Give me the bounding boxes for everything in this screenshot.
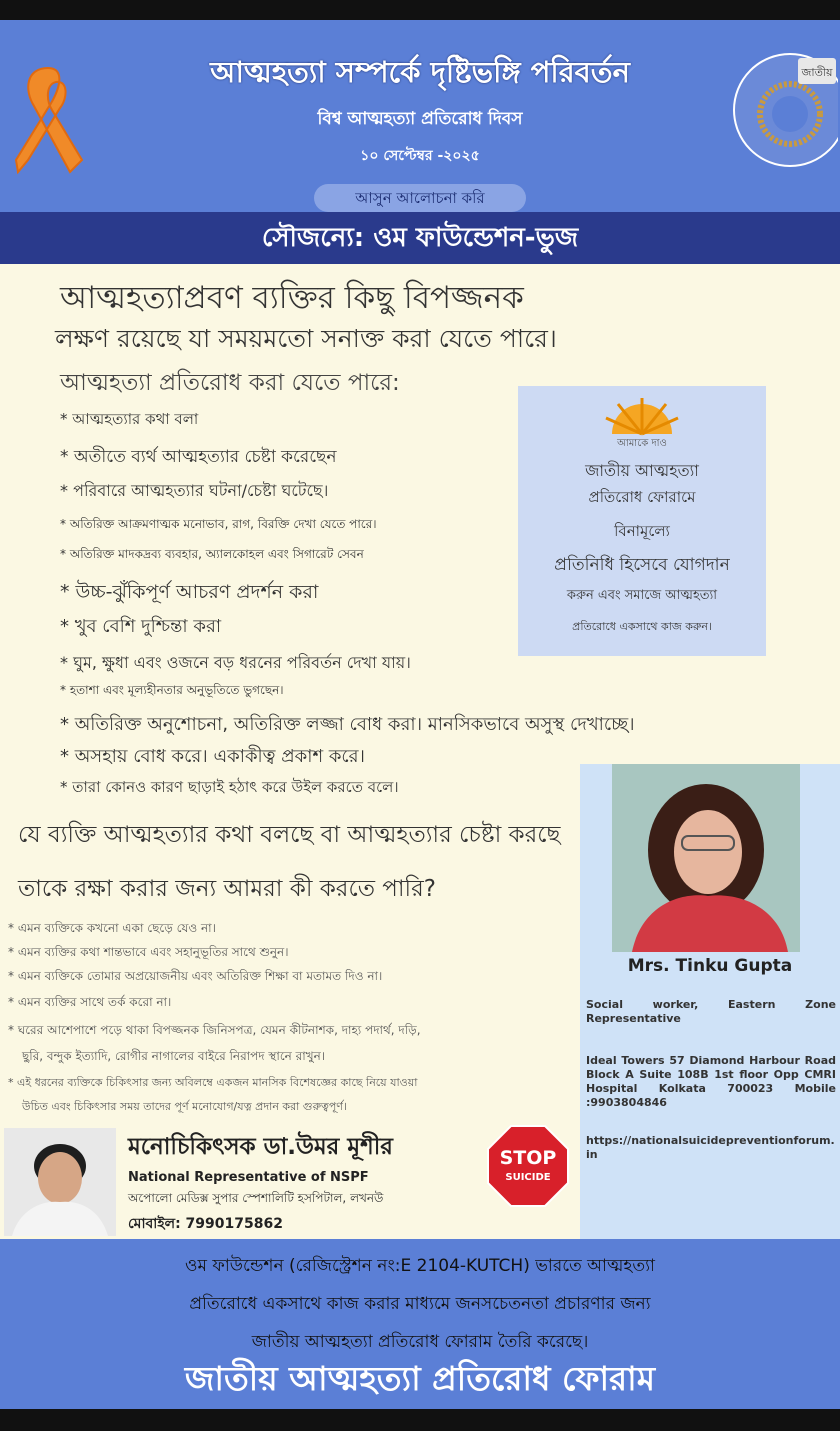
doctor-affiliation: অপোলো মেডিক্স সুপার স্পেশালিটি হসপিটাল, লখনউ <box>128 1191 384 1205</box>
rising-sun-icon <box>602 396 682 436</box>
top-black-bar <box>0 0 840 20</box>
step-item: * এই ধরনের ব্যক্তিকে চিকিৎসার জন্য অবিলম্বে একজন মানসিক বিশেষজ্ঞের কাছে নিয়ে যাওয়া <box>8 1076 418 1089</box>
footer-description <box>20 1247 820 1361</box>
question-line-2: তাকে রক্ষা করার জন্য আমরা কী করতে পারি? <box>18 876 436 902</box>
footer-line: জাতীয় আত্মহত্যা প্রতিরোধ ফোরাম তৈরি করেছে। <box>251 1332 589 1352</box>
forum-name: জাতীয় আত্মহত্যা প্রতিরোধ ফোরাম <box>184 1359 656 1398</box>
step-item: * এমন ব্যক্তির সাথে তর্ক করো না। <box>8 995 172 1009</box>
poster-subtitle: বিশ্ব আত্মহত্যা প্রতিরোধ দিবস <box>317 109 523 129</box>
sign-item: * আত্মহত্যার কথা বলা <box>60 410 199 428</box>
question-line-1: যে ব্যক্তি আত্মহত্যার কথা বলছে বা আত্মহত্যার চেষ্টা করছে <box>18 822 561 848</box>
logo-caption: আমাকে দাও <box>617 438 667 449</box>
sign-item: * পরিবারে আত্মহত্যার ঘটনা/চেষ্টা ঘটেছে। <box>60 481 329 500</box>
stop-suicide-icon <box>486 1124 570 1208</box>
promo-line: বিনামূল্যে <box>614 522 670 540</box>
section-heading-3: আত্মহত্যা প্রতিরোধ করা যেতে পারে: <box>60 370 400 396</box>
doctor-photo <box>4 1128 116 1236</box>
promo-line: করুন এবং সমাজে আত্মহত্যা <box>566 588 718 603</box>
seal-label: জাতীয় <box>801 66 833 79</box>
sign-item: * হতাশা এবং মূল্যহীনতার অনুভূতিতে ভুগছেন। <box>60 683 284 697</box>
suicide-text: SUICIDE <box>505 1172 551 1183</box>
doctor-phone: মোবাইল: 7990175862 <box>128 1216 283 1232</box>
discussion-pill: আসুন আলোচনা করি <box>314 184 526 212</box>
step-item: ছুরি, বন্দুক ইত্যাদি, রোগীর নাগালের বাইরে নিরাপদ স্থানে রাখুন। <box>22 1049 326 1063</box>
promo-line: প্রতিনিধি হিসেবে যোগদান <box>554 555 730 575</box>
section-heading-2: লক্ষণ রয়েছে যা সময়মতো সনাক্ত করা যেতে পারে। <box>55 324 557 353</box>
representative-name: Mrs. Tinku Gupta <box>627 956 793 976</box>
bottom-black-bar <box>0 1409 840 1431</box>
footer-line: ওম ফাউন্ডেশন (রেজিস্ট্রেশন নং:E 2104-KUTCH) ভারতে আত্মহত্যা <box>185 1256 655 1276</box>
sign-item: * খুব বেশি দুশ্চিন্তা করা <box>60 616 222 637</box>
representative-photo <box>612 764 800 952</box>
doctor-card <box>0 1124 580 1239</box>
footer-line: প্রতিরোধে একসাথে কাজ করার মাধ্যমে জনসচেতনতা প্রচারণার জন্য <box>189 1294 651 1314</box>
representative-card <box>580 764 840 1239</box>
representative-designation: Social worker, Eastern Zone Representative <box>586 998 836 1025</box>
step-item: * এমন ব্যক্তিকে কখনো একা ছেড়ে যেও না। <box>8 921 216 935</box>
step-item: উচিত এবং চিকিৎসার সময় তাদের পূর্ণ মনোযোগ/যত্ন প্রদান করা গুরুত্বপূর্ণ। <box>22 1100 347 1113</box>
forum-website-link[interactable]: https://nationalsuicidepreventionforum.in <box>586 1134 835 1161</box>
doctor-name: মনোচিকিৎসক ডা.উমর মূশীর <box>128 1134 393 1160</box>
event-date: ১০ সেপ্টেম্বর -২০২৫ <box>360 148 480 164</box>
footer-banner <box>0 1239 840 1409</box>
sign-item: * অতীতে ব্যর্থ আত্মহত্যার চেষ্টা করেছেন <box>60 447 337 467</box>
step-item: * ঘরের আশেপাশে পড়ে থাকা বিপজ্জনক জিনিসপত্র, যেমন কীটনাশক, দাহ্য পদার্থ, দড়ি, <box>8 1023 421 1037</box>
warning-signs-section <box>0 264 635 1239</box>
sign-item: * অসহায় বোধ করে। একাকীত্ব প্রকাশ করে। <box>60 746 365 767</box>
doctor-role: National Representative of NSPF <box>128 1170 369 1185</box>
section-heading-1: আত্মহত্যাপ্রবণ ব্যক্তির কিছু বিপজ্জনক <box>60 280 524 316</box>
awareness-ribbon-icon <box>8 60 88 180</box>
promo-line: প্রতিরোধে একসাথে কাজ করুন। <box>572 620 712 633</box>
forum-seal-icon <box>730 50 838 170</box>
sign-item: * অতিরিক্ত আক্রমণাত্মক মনোভাব, রাগ, বিরক্তি দেখা যেতে পারে। <box>60 517 377 531</box>
sign-item: * উচ্চ-ঝুঁকিপূর্ণ আচরণ প্রদর্শন করা <box>60 581 319 603</box>
sign-item: * অতিরিক্ত মাদকদ্রব্য ব্যবহার, অ্যালকোহল এবং সিগারেট সেবন <box>60 547 364 561</box>
representative-address: Ideal Towers 57 Diamond Harbour Road Block A Suite 108B 1st floor Opp CMRI Hospital Kolkata 700023 Mobile :9903804846 <box>586 1054 836 1109</box>
sign-item: * ঘুম, ক্ষুধা এবং ওজনে বড় ধরনের পরিবর্তন দেখা যায়। <box>60 653 411 672</box>
step-item: * এমন ব্যক্তির কথা শান্তভাবে এবং সহানুভূতির সাথে শুনুন। <box>8 945 289 959</box>
sign-item: * অতিরিক্ত অনুশোচনা, অতিরিক্ত লজ্জা বোধ করা। মানসিকভাবে অসুস্থ দেখাচ্ছে। <box>60 714 635 735</box>
header-banner <box>0 20 840 212</box>
stop-text: STOP <box>499 1147 557 1169</box>
promo-line: জাতীয় আত্মহত্যা <box>585 461 699 480</box>
sponsor-banner: সৌজন্যে: ওম ফাউন্ডেশন-ভুজ <box>0 212 840 264</box>
join-forum-box <box>518 386 766 656</box>
step-item: * এমন ব্যক্তিকে তোমার অপ্রয়োজনীয় এবং অতিরিক্ত শিক্ষা বা মতামত দিও না। <box>8 969 383 983</box>
main-content <box>0 264 840 1239</box>
sign-item: * তারা কোনও কারণ ছাড়াই হঠাৎ করে উইল করতে বলে। <box>60 778 399 796</box>
poster-title: আত্মহত্যা সম্পর্কে দৃষ্টিভঙ্গি পরিবর্তন <box>210 55 630 89</box>
promo-line: প্রতিরোধ ফোরামে <box>588 488 696 506</box>
